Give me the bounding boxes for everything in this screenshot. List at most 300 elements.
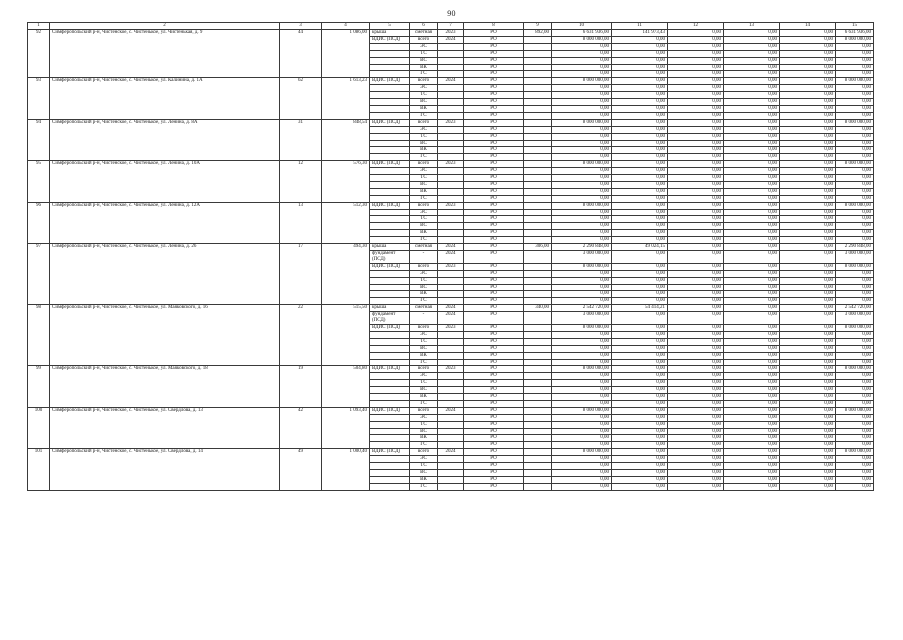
type-cell: ВС (410, 284, 438, 291)
source-cell: РО (464, 407, 524, 414)
column-number-cell: 7 (438, 23, 464, 30)
local-cell: 0,00 (780, 380, 836, 387)
work-cell: крыша (370, 244, 410, 251)
total-cost-cell: 8 000 000,00 (552, 324, 612, 331)
fund-cell: 0,00 (836, 331, 874, 338)
source-cell: РО (464, 78, 524, 85)
year-cell (438, 394, 464, 401)
fund-cell: 0,00 (836, 175, 874, 182)
fund-cell: 0,00 (836, 270, 874, 277)
local-cell: 0,00 (780, 366, 836, 373)
volume-cell (524, 373, 552, 380)
work-cell (370, 85, 410, 92)
fund-cell: 3 000 000,00 (836, 312, 874, 325)
federal-cell: 0,00 (668, 298, 724, 305)
column-number-cell: 4 (322, 23, 370, 30)
year-cell: 2023 (438, 30, 464, 37)
column-number-cell: 2 (50, 23, 280, 30)
year-cell: 2023 (438, 202, 464, 209)
regional-cell: 0,00 (724, 50, 780, 57)
work-cell (370, 105, 410, 112)
column-number-cell: 12 (668, 23, 724, 30)
source-cell: РО (464, 394, 524, 401)
type-cell: ГС (410, 359, 438, 366)
fund-cell: 0,00 (836, 230, 874, 237)
volume-cell (524, 188, 552, 195)
total-cost-cell: 0,00 (552, 470, 612, 477)
total-cost-cell: 0,00 (552, 400, 612, 407)
federal-cell: 0,00 (668, 154, 724, 161)
volume-cell: 892,00 (524, 30, 552, 37)
type-cell: ВК (410, 230, 438, 237)
regional-cell: 0,00 (724, 230, 780, 237)
entry-number-cell: 98 (28, 305, 50, 366)
address-cell: Симферопольский р-н, Чистенское, с. Чистенькое, ул. Свердлова, д. 14 (50, 449, 280, 490)
unit-cost-cell: 0,00 (612, 324, 668, 331)
total-cost-cell: 0,00 (552, 112, 612, 119)
unit-cost-cell: 0,00 (612, 43, 668, 50)
type-cell: всего (410, 407, 438, 414)
regional-cell: 0,00 (724, 36, 780, 43)
residents-count-cell: 42 (280, 407, 322, 448)
regional-cell: 0,00 (724, 476, 780, 483)
total-cost-cell: 0,00 (552, 57, 612, 64)
local-cell: 0,00 (780, 147, 836, 154)
federal-cell: 0,00 (668, 119, 724, 126)
residents-count-cell: 62 (280, 78, 322, 119)
federal-cell: 0,00 (668, 133, 724, 140)
work-cell (370, 188, 410, 195)
type-cell: - (410, 251, 438, 264)
work-cell (370, 181, 410, 188)
fund-cell: 0,00 (836, 442, 874, 449)
type-cell: ВК (410, 188, 438, 195)
volume-cell (524, 387, 552, 394)
work-cell: ВДИС (ПСД) (370, 263, 410, 270)
residents-count-cell: 49 (280, 449, 322, 490)
work-cell (370, 112, 410, 119)
total-cost-cell: 8 000 000,00 (552, 78, 612, 85)
volume-cell (524, 284, 552, 291)
residents-count-cell: 31 (280, 119, 322, 160)
total-cost-cell: 0,00 (552, 209, 612, 216)
work-cell (370, 414, 410, 421)
fund-cell: 0,00 (836, 338, 874, 345)
type-cell: ЭС (410, 270, 438, 277)
unit-cost-cell: 0,00 (612, 161, 668, 168)
area-cell: 1 086,00 (322, 30, 370, 78)
entry-number-cell: 99 (28, 366, 50, 407)
type-cell: сметная (410, 244, 438, 251)
federal-cell: 0,00 (668, 312, 724, 325)
unit-cost-cell: 0,00 (612, 352, 668, 359)
total-cost-cell: 0,00 (552, 284, 612, 291)
fund-cell: 0,00 (836, 435, 874, 442)
regional-cell: 0,00 (724, 43, 780, 50)
federal-cell: 0,00 (668, 456, 724, 463)
regional-cell: 0,00 (724, 209, 780, 216)
year-cell: 2023 (438, 161, 464, 168)
total-cost-cell: 8 000 000,00 (552, 366, 612, 373)
total-cost-cell: 3 000 000,00 (552, 312, 612, 325)
unit-cost-cell: 0,00 (612, 277, 668, 284)
year-cell: 2023 (438, 324, 464, 331)
area-cell: 576,30 (322, 161, 370, 202)
type-cell: ЭС (410, 85, 438, 92)
year-cell (438, 284, 464, 291)
regional-cell: 0,00 (724, 99, 780, 106)
fund-cell: 0,00 (836, 483, 874, 490)
volume-cell (524, 223, 552, 230)
local-cell: 0,00 (780, 359, 836, 366)
unit-cost-cell: 0,00 (612, 188, 668, 195)
type-cell: ВК (410, 476, 438, 483)
source-cell: РО (464, 50, 524, 57)
source-cell: РО (464, 324, 524, 331)
total-cost-cell: 0,00 (552, 428, 612, 435)
volume-cell: 340,00 (524, 305, 552, 312)
unit-cost-cell: 0,00 (612, 331, 668, 338)
type-cell: ГС (410, 195, 438, 202)
local-cell: 0,00 (780, 126, 836, 133)
fund-cell: 8 000 000,00 (836, 202, 874, 209)
volume-cell (524, 154, 552, 161)
residents-count-cell: 44 (280, 30, 322, 78)
volume-cell (524, 140, 552, 147)
local-cell: 0,00 (780, 64, 836, 71)
table-row (28, 78, 874, 85)
volume-cell (524, 78, 552, 85)
entry-number-cell: 95 (28, 161, 50, 202)
regional-cell: 0,00 (724, 181, 780, 188)
type-cell: ТС (410, 92, 438, 99)
unit-cost-cell: 0,00 (612, 298, 668, 305)
type-cell: ГС (410, 400, 438, 407)
unit-cost-cell: 0,00 (612, 230, 668, 237)
area-cell: 1 613,23 (322, 78, 370, 119)
volume-cell (524, 251, 552, 264)
year-cell (438, 291, 464, 298)
regional-cell: 0,00 (724, 112, 780, 119)
source-cell: РО (464, 92, 524, 99)
fund-cell: 8 000 000,00 (836, 407, 874, 414)
entry-number-cell: 93 (28, 78, 50, 119)
year-cell (438, 230, 464, 237)
volume-cell (524, 105, 552, 112)
regional-cell: 0,00 (724, 483, 780, 490)
type-cell: ГС (410, 298, 438, 305)
local-cell: 0,00 (780, 161, 836, 168)
federal-cell: 0,00 (668, 400, 724, 407)
year-cell (438, 270, 464, 277)
type-cell: ГС (410, 237, 438, 244)
total-cost-cell: 2 542 720,00 (552, 305, 612, 312)
federal-cell: 0,00 (668, 407, 724, 414)
local-cell: 0,00 (780, 251, 836, 264)
year-cell (438, 237, 464, 244)
federal-cell: 0,00 (668, 57, 724, 64)
local-cell: 0,00 (780, 270, 836, 277)
source-cell: РО (464, 244, 524, 251)
unit-cost-cell: 0,00 (612, 373, 668, 380)
federal-cell: 0,00 (668, 64, 724, 71)
type-cell: ВС (410, 345, 438, 352)
total-cost-cell: 0,00 (552, 99, 612, 106)
work-cell (370, 352, 410, 359)
year-cell (438, 64, 464, 71)
unit-cost-cell: 0,00 (612, 338, 668, 345)
year-cell: 2023 (438, 366, 464, 373)
local-cell: 0,00 (780, 387, 836, 394)
regional-cell: 0,00 (724, 105, 780, 112)
residents-count-cell: 19 (280, 366, 322, 407)
local-cell: 0,00 (780, 30, 836, 37)
total-cost-cell: 0,00 (552, 64, 612, 71)
federal-cell: 0,00 (668, 237, 724, 244)
year-cell (438, 85, 464, 92)
volume-cell (524, 168, 552, 175)
regional-cell: 0,00 (724, 387, 780, 394)
fund-cell: 0,00 (836, 105, 874, 112)
total-cost-cell: 0,00 (552, 435, 612, 442)
total-cost-cell: 8 000 000,00 (552, 449, 612, 456)
year-cell (438, 57, 464, 64)
work-cell (370, 277, 410, 284)
year-cell (438, 50, 464, 57)
type-cell: ВС (410, 140, 438, 147)
unit-cost-cell: 0,00 (612, 394, 668, 401)
regional-cell: 0,00 (724, 188, 780, 195)
work-cell: ВДИС (ПСД) (370, 119, 410, 126)
regional-cell: 0,00 (724, 85, 780, 92)
unit-cost-cell: 0,00 (612, 57, 668, 64)
total-cost-cell: 0,00 (552, 277, 612, 284)
local-cell: 0,00 (780, 400, 836, 407)
fund-cell: 0,00 (836, 147, 874, 154)
total-cost-cell: 0,00 (552, 476, 612, 483)
federal-cell: 0,00 (668, 161, 724, 168)
volume-cell (524, 209, 552, 216)
table-row (28, 449, 874, 456)
local-cell: 0,00 (780, 470, 836, 477)
fund-cell: 0,00 (836, 345, 874, 352)
volume-cell (524, 133, 552, 140)
total-cost-cell: 0,00 (552, 126, 612, 133)
fund-cell: 0,00 (836, 181, 874, 188)
federal-cell: 0,00 (668, 105, 724, 112)
local-cell: 0,00 (780, 85, 836, 92)
type-cell: ТС (410, 338, 438, 345)
area-cell: 515,50 (322, 305, 370, 366)
type-cell: всего (410, 366, 438, 373)
fund-cell: 0,00 (836, 237, 874, 244)
unit-cost-cell: 0,00 (612, 223, 668, 230)
federal-cell: 0,00 (668, 291, 724, 298)
unit-cost-cell: 0,00 (612, 195, 668, 202)
local-cell: 0,00 (780, 140, 836, 147)
work-cell (370, 154, 410, 161)
table-body (28, 23, 874, 491)
total-cost-cell: 0,00 (552, 331, 612, 338)
work-cell (370, 230, 410, 237)
fund-cell: 0,00 (836, 387, 874, 394)
work-cell (370, 338, 410, 345)
work-cell (370, 421, 410, 428)
regional-cell: 0,00 (724, 380, 780, 387)
source-cell: РО (464, 188, 524, 195)
fund-cell: 0,00 (836, 112, 874, 119)
unit-cost-cell: 0,00 (612, 449, 668, 456)
regional-cell: 0,00 (724, 312, 780, 325)
type-cell: ГС (410, 71, 438, 78)
unit-cost-cell: 0,00 (612, 78, 668, 85)
federal-cell: 0,00 (668, 216, 724, 223)
type-cell: ВК (410, 64, 438, 71)
table-row (28, 305, 874, 312)
unit-cost-cell: 0,00 (612, 463, 668, 470)
type-cell: ВС (410, 470, 438, 477)
source-cell: РО (464, 112, 524, 119)
column-number-row (28, 23, 874, 30)
source-cell: РО (464, 119, 524, 126)
year-cell (438, 112, 464, 119)
local-cell: 0,00 (780, 331, 836, 338)
federal-cell: 0,00 (668, 30, 724, 37)
total-cost-cell: 0,00 (552, 175, 612, 182)
total-cost-cell: 0,00 (552, 352, 612, 359)
source-cell: РО (464, 195, 524, 202)
volume-cell (524, 352, 552, 359)
source-cell: РО (464, 400, 524, 407)
work-cell (370, 237, 410, 244)
source-cell: РО (464, 216, 524, 223)
year-cell: 2024 (438, 36, 464, 43)
volume-cell (524, 277, 552, 284)
type-cell: ЭС (410, 331, 438, 338)
page-number: 90 (447, 9, 456, 18)
column-number-cell: 1 (28, 23, 50, 30)
year-cell (438, 195, 464, 202)
work-cell (370, 359, 410, 366)
type-cell: ТС (410, 175, 438, 182)
work-cell (370, 71, 410, 78)
work-cell (370, 456, 410, 463)
source-cell: РО (464, 30, 524, 37)
address-cell: Симферопольский р-н, Чистенское, с. Чистенькое, ул. Ленина, д. 8А (50, 119, 280, 160)
total-cost-cell: 0,00 (552, 463, 612, 470)
table-row (28, 407, 874, 414)
local-cell: 0,00 (780, 175, 836, 182)
year-cell (438, 133, 464, 140)
source-cell: РО (464, 463, 524, 470)
regional-cell: 0,00 (724, 251, 780, 264)
local-cell: 0,00 (780, 230, 836, 237)
fund-cell: 8 000 000,00 (836, 161, 874, 168)
regional-cell: 0,00 (724, 195, 780, 202)
fund-cell: 0,00 (836, 359, 874, 366)
work-cell: фундамент (ПСД) (370, 312, 410, 325)
federal-cell: 0,00 (668, 126, 724, 133)
volume-cell (524, 476, 552, 483)
unit-cost-cell: 0,00 (612, 168, 668, 175)
address-cell: Симферопольский р-н, Чистенское, с. Чистенькое, ул. Маяковского, д. 16 (50, 305, 280, 366)
regional-cell: 0,00 (724, 30, 780, 37)
total-cost-cell: 0,00 (552, 188, 612, 195)
source-cell: РО (464, 140, 524, 147)
column-number-cell: 5 (370, 23, 410, 30)
fund-cell: 0,00 (836, 400, 874, 407)
source-cell: РО (464, 85, 524, 92)
regional-cell: 0,00 (724, 435, 780, 442)
year-cell (438, 414, 464, 421)
total-cost-cell: 0,00 (552, 216, 612, 223)
type-cell: всего (410, 324, 438, 331)
regional-cell: 0,00 (724, 428, 780, 435)
local-cell: 0,00 (780, 237, 836, 244)
regional-cell: 0,00 (724, 400, 780, 407)
federal-cell: 0,00 (668, 366, 724, 373)
local-cell: 0,00 (780, 338, 836, 345)
type-cell: ГС (410, 442, 438, 449)
regional-cell: 0,00 (724, 456, 780, 463)
work-cell (370, 331, 410, 338)
entry-number-cell: 97 (28, 244, 50, 305)
federal-cell: 0,00 (668, 140, 724, 147)
total-cost-cell: 0,00 (552, 291, 612, 298)
type-cell: ЭС (410, 373, 438, 380)
work-cell (370, 476, 410, 483)
year-cell (438, 71, 464, 78)
federal-cell: 0,00 (668, 305, 724, 312)
work-cell (370, 223, 410, 230)
area-cell: 512,30 (322, 202, 370, 243)
work-cell: ВДИС (ПСД) (370, 202, 410, 209)
type-cell: ВК (410, 291, 438, 298)
entry-number-cell: 101 (28, 449, 50, 490)
work-cell (370, 175, 410, 182)
regional-cell: 0,00 (724, 57, 780, 64)
year-cell (438, 442, 464, 449)
total-cost-cell: 0,00 (552, 345, 612, 352)
total-cost-cell: 0,00 (552, 223, 612, 230)
unit-cost-cell: 0,00 (612, 380, 668, 387)
total-cost-cell: 8 000 000,00 (552, 161, 612, 168)
year-cell (438, 435, 464, 442)
federal-cell: 0,00 (668, 50, 724, 57)
work-cell (370, 216, 410, 223)
total-cost-cell: 2 290 848,00 (552, 244, 612, 251)
work-cell (370, 64, 410, 71)
local-cell: 0,00 (780, 277, 836, 284)
unit-cost-cell: 0,00 (612, 414, 668, 421)
type-cell: ВС (410, 428, 438, 435)
column-number-cell: 8 (464, 23, 524, 30)
source-cell: РО (464, 175, 524, 182)
type-cell: ЭС (410, 126, 438, 133)
regional-cell: 0,00 (724, 470, 780, 477)
federal-cell: 0,00 (668, 147, 724, 154)
source-cell: РО (464, 251, 524, 264)
source-cell: РО (464, 483, 524, 490)
type-cell: ЭС (410, 209, 438, 216)
volume-cell (524, 345, 552, 352)
regional-cell: 0,00 (724, 352, 780, 359)
work-cell (370, 400, 410, 407)
local-cell: 0,00 (780, 442, 836, 449)
regional-cell: 0,00 (724, 92, 780, 99)
total-cost-cell: 0,00 (552, 133, 612, 140)
federal-cell: 0,00 (668, 387, 724, 394)
